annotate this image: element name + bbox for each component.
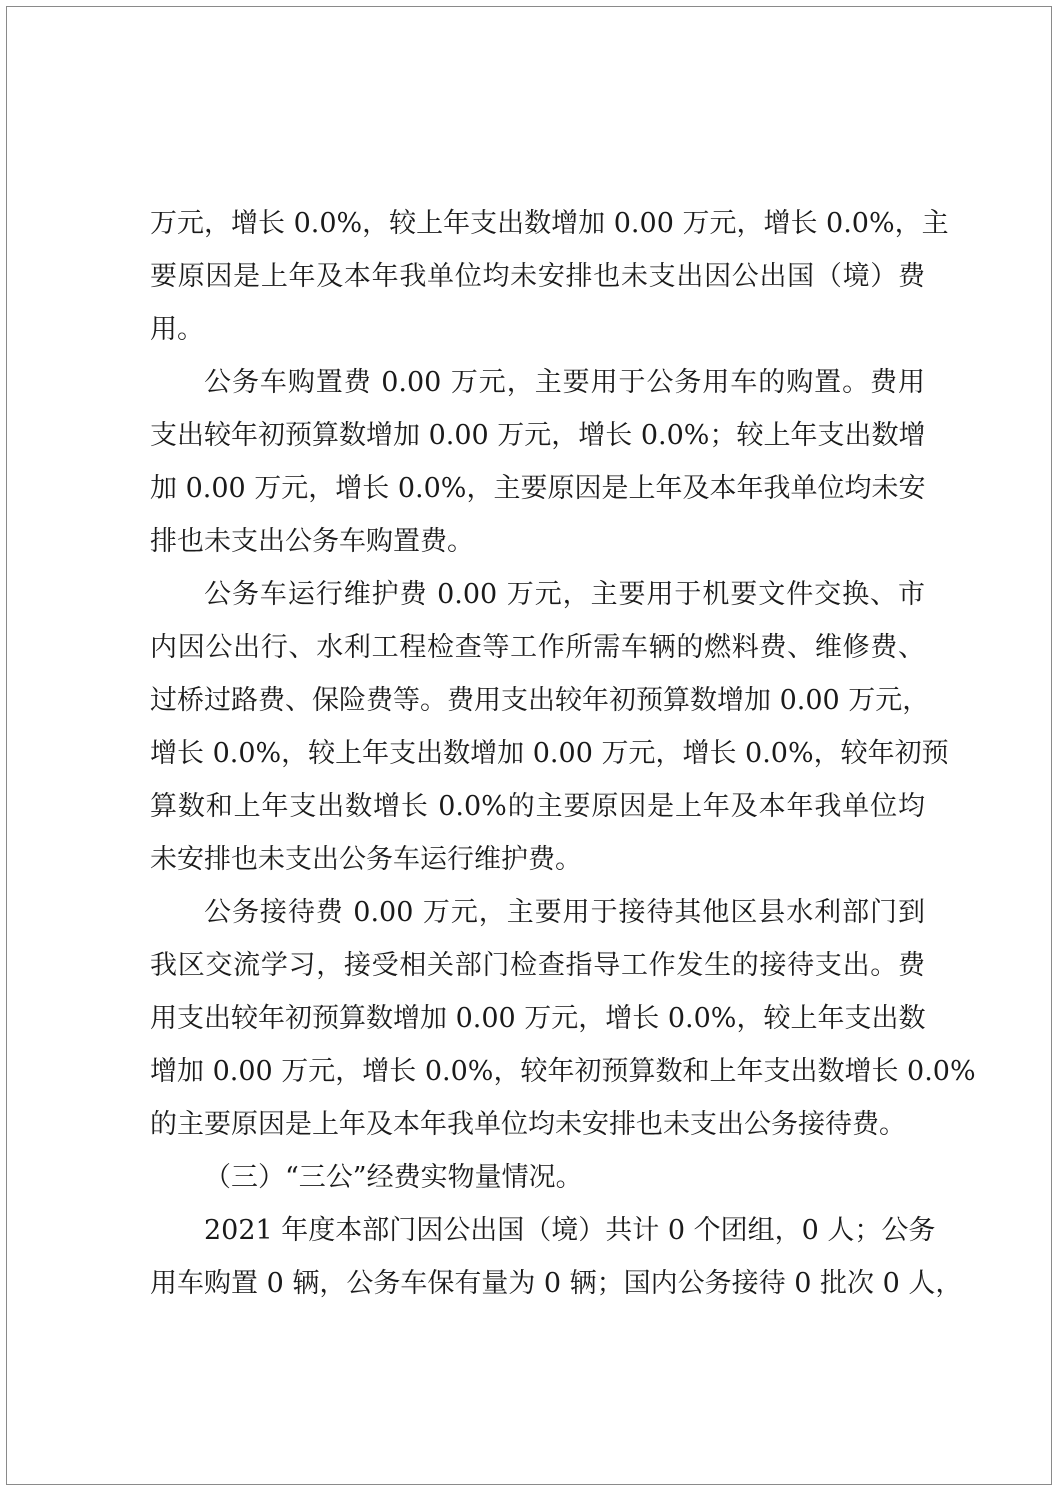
section-heading: （三）“三公”经费实物量情况。 bbox=[204, 1162, 583, 1193]
paragraph-line: 公务车购置费 0.00 万元，主要用于公务用车的购置。费用 bbox=[204, 367, 925, 398]
paragraph-line: 增长 0.0%，较上年支出数增加 0.00 万元，增长 0.0%，较年初预 bbox=[150, 738, 949, 769]
paragraph-line: 算数和上年支出数增长 0.0%的主要原因是上年及本年我单位均 bbox=[150, 791, 925, 822]
paragraph-line: 过桥过路费、保险费等。费用支出较年初预算数增加 0.00 万元， bbox=[150, 685, 930, 716]
paragraph-line: 加 0.00 万元，增长 0.0%，主要原因是上年及本年我单位均未安 bbox=[150, 473, 926, 504]
paragraph-line: 支出较年初预算数增加 0.00 万元，增长 0.0%；较上年支出数增 bbox=[150, 420, 926, 451]
paragraph-line: 用。 bbox=[150, 314, 204, 345]
paragraph-line: 万元，增长 0.0%，较上年支出数增加 0.00 万元，增长 0.0%，主 bbox=[150, 208, 949, 239]
paragraph-line: 用支出较年初预算数增加 0.00 万元，增长 0.0%，较上年支出数 bbox=[150, 1003, 926, 1034]
paragraph-line: 未安排也未支出公务车运行维护费。 bbox=[150, 844, 582, 875]
paragraph-line: 增加 0.00 万元，增长 0.0%，较年初预算数和上年支出数增长 0.0% bbox=[150, 1056, 976, 1087]
paragraph-line: 用车购置 0 辆，公务车保有量为 0 辆；国内公务接待 0 批次 0 人， bbox=[150, 1268, 963, 1299]
paragraph-line: 的主要原因是上年及本年我单位均未安排也未支出公务接待费。 bbox=[150, 1109, 906, 1140]
paragraph-line: 公务接待费 0.00 万元，主要用于接待其他区县水利部门到 bbox=[204, 897, 925, 928]
paragraph-line: 2021 年度本部门因公出国（境）共计 0 个团组，0 人；公务 bbox=[204, 1215, 936, 1246]
paragraph-line: 内因公出行、水利工程检查等工作所需车辆的燃料费、维修费、 bbox=[150, 632, 925, 663]
paragraph-line: 要原因是上年及本年我单位均未安排也未支出因公出国（境）费 bbox=[150, 261, 925, 292]
paragraph-line: 排也未支出公务车购置费。 bbox=[150, 526, 474, 557]
paragraph-line: 公务车运行维护费 0.00 万元，主要用于机要文件交换、市 bbox=[204, 579, 925, 610]
paragraph-line: 我区交流学习，接受相关部门检查指导工作发生的接待支出。费 bbox=[150, 950, 925, 981]
